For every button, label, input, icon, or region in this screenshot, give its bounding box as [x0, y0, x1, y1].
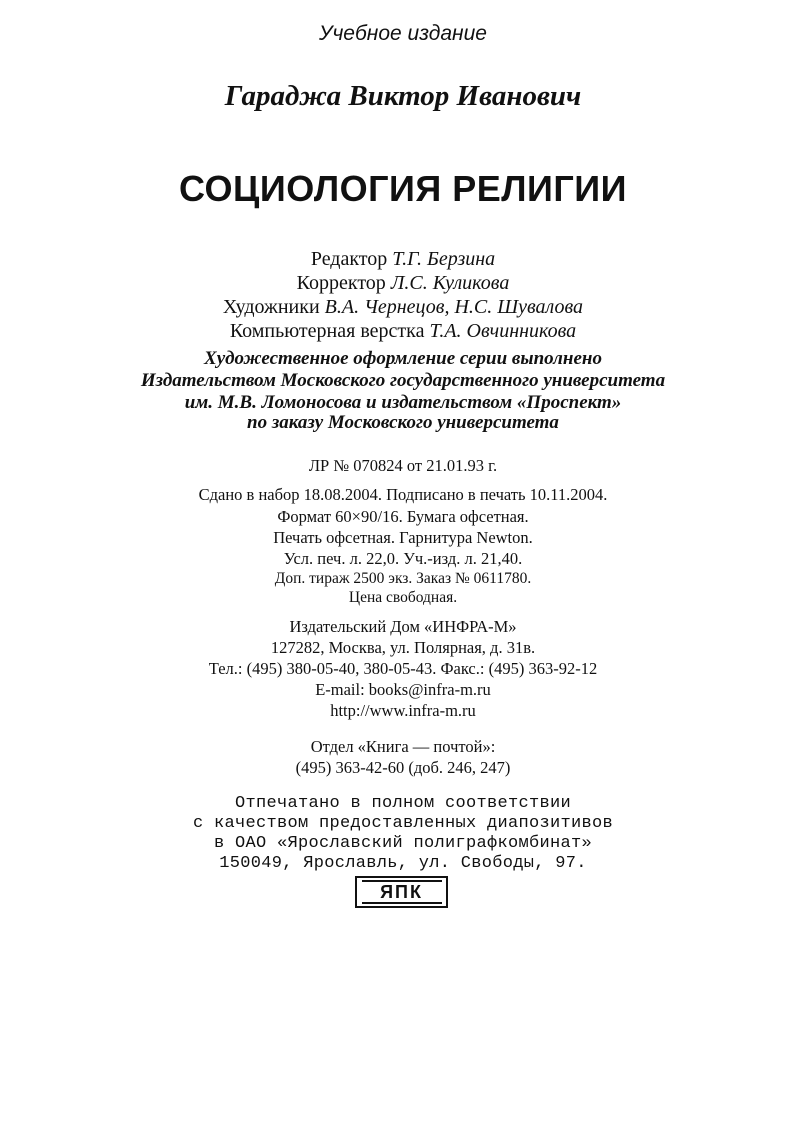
print-spec-line: Усл. печ. л. 22,0. Уч.-изд. л. 21,40.	[283, 549, 523, 568]
edition-label: Учебное издание	[319, 22, 487, 45]
mail-order-label: Отдел «Книга — почтой»:	[310, 737, 496, 756]
design-note-line: им. М.В. Ломоносова и издательством «Проспект»	[184, 392, 622, 413]
design-note-line: Издательством Московского государственного университета	[140, 370, 666, 391]
printer-line: с качеством предоставленных диапозитивов	[192, 814, 614, 833]
publisher-address: 127282, Москва, ул. Полярная, д. 31в.	[270, 638, 536, 657]
print-spec-line: Формат 60×90/16. Бумага офсетная.	[277, 507, 529, 526]
printer-logo-frame	[355, 876, 448, 908]
print-spec-line: Сдано в набор 18.08.2004. Подписано в печать 10.11.2004.	[198, 485, 608, 504]
print-spec-line: Доп. тираж 2500 экз. Заказ № 0611780.	[274, 570, 532, 587]
credit-proofreader	[0, 272, 806, 295]
credit-person: Т.А. Овчинникова	[429, 320, 577, 342]
publisher-email: E-mail: books@infra-m.ru	[315, 680, 491, 699]
price-note: Цена свободная.	[348, 589, 458, 606]
credit-role: Редактор	[310, 248, 388, 270]
publisher-phone: Тел.: (495) 380-05-40, 380-05-43. Факс.: (495) 363-92-12	[208, 659, 598, 678]
publisher-website: http://www.infra-m.ru	[330, 701, 476, 720]
credit-person: В.А. Чернецов, Н.С. Шувалова	[324, 296, 584, 318]
credit-person: Л.С. Куликова	[390, 272, 510, 294]
printer-line: Отпечатано в полном соответствии	[234, 794, 572, 813]
credit-role: Компьютерная верстка	[229, 320, 425, 342]
license-number: ЛР № 070824 от 21.01.93 г.	[308, 456, 498, 475]
print-spec-line: Печать офсетная. Гарнитура Newton.	[273, 528, 533, 547]
credit-role: Корректор	[296, 272, 386, 294]
book-title: СОЦИОЛОГИЯ РЕЛИГИИ	[178, 168, 628, 209]
printer-logo	[355, 876, 448, 908]
author-name: Гараджа Виктор Иванович	[224, 80, 582, 112]
credit-person: Т.Г. Берзина	[392, 248, 496, 270]
mail-order-phone: (495) 363-42-60 (доб. 246, 247)	[295, 758, 511, 777]
credit-artists	[0, 296, 806, 319]
design-note-line: по заказу Московского университета	[247, 412, 559, 433]
credit-role: Художники	[222, 296, 320, 318]
credit-editor	[0, 248, 806, 271]
design-note-line: Художественное оформление серии выполнено	[204, 348, 602, 369]
printer-logo-text: ЯПК	[362, 880, 442, 904]
printer-line: 150049, Ярославль, ул. Свободы, 97.	[219, 854, 587, 873]
publisher-name: Издательский Дом «ИНФРА-М»	[289, 617, 517, 636]
credit-layout	[0, 320, 806, 343]
printer-line: в ОАО «Ярославский полиграфкомбинат»	[213, 834, 593, 853]
